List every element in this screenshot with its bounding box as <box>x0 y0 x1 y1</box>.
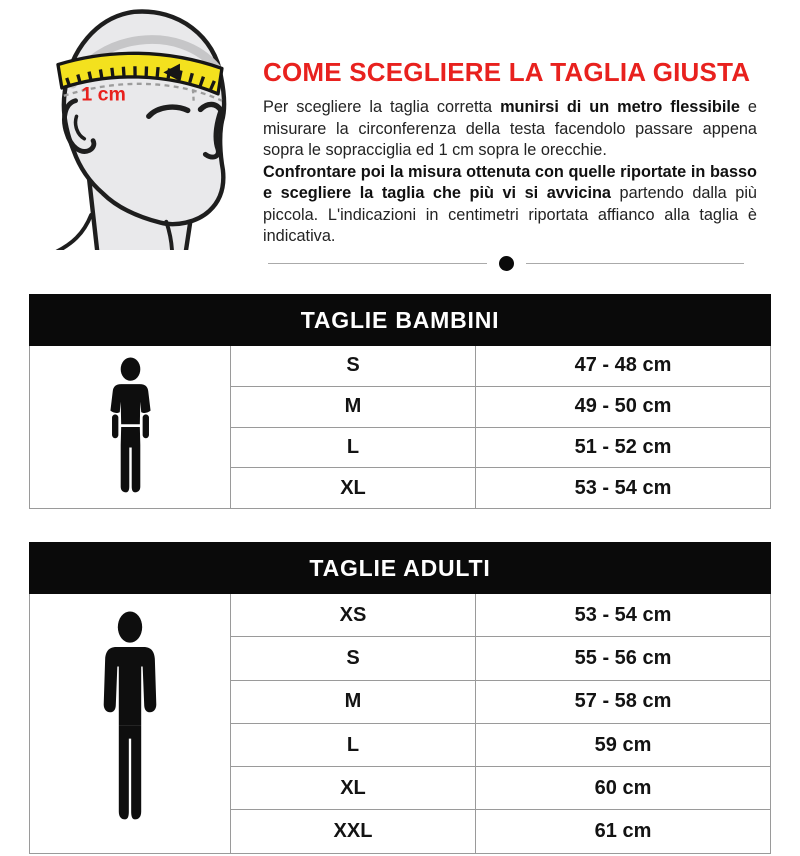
size-label: L <box>231 723 476 766</box>
children-sizes-table <box>29 294 771 509</box>
intro-p1-text2: e misurare la circonferenza della testa facendolo passare appena sopra le sopracciglia ed 1 cm sopra le orecchie. <box>263 98 757 160</box>
intro-section <box>0 0 800 250</box>
size-range: 57 - 58 cm <box>476 680 771 723</box>
size-range: 55 - 56 cm <box>476 637 771 680</box>
size-label: XL <box>231 468 476 509</box>
size-label: M <box>231 680 476 723</box>
table-row <box>30 346 771 387</box>
children-table-title: TAGLIE BAMBINI <box>30 295 771 346</box>
child-silhouette-icon <box>30 346 231 509</box>
size-range: 59 cm <box>476 723 771 766</box>
size-range: 49 - 50 cm <box>476 386 771 427</box>
size-range: 53 - 54 cm <box>476 594 771 637</box>
intro-p1-text: Per scegliere la taglia corretta <box>263 98 501 117</box>
head-measuring-tape-illustration <box>18 6 258 250</box>
size-range: 60 cm <box>476 767 771 810</box>
adults-sizes-table <box>29 542 771 854</box>
divider-dot <box>499 256 514 271</box>
intro-paragraph-1 <box>263 97 757 162</box>
size-range: 53 - 54 cm <box>476 468 771 509</box>
size-label: XS <box>231 594 476 637</box>
size-label: S <box>231 637 476 680</box>
intro-p1-bold: munirsi di un metro flessibile <box>500 98 740 117</box>
intro-p2-bold: Confrontare poi la misura ottenuta con quelle riportate in basso e scegliere la taglia che più vi si avvicina <box>263 162 757 203</box>
page-title: COME SCEGLIERE LA TAGLIA GIUSTA <box>263 57 751 87</box>
tape-measure-label: 1 cm <box>81 83 126 106</box>
divider-line-left <box>268 263 487 264</box>
adults-table-title: TAGLIE ADULTI <box>30 543 771 594</box>
size-label: L <box>231 427 476 468</box>
divider-line-right <box>526 263 745 264</box>
size-range: 47 - 48 cm <box>476 346 771 387</box>
head-illustration-svg <box>18 6 258 250</box>
intro-text-block <box>258 6 757 250</box>
section-divider <box>268 255 744 271</box>
size-range: 61 cm <box>476 810 771 853</box>
size-label: S <box>231 346 476 387</box>
adult-silhouette-icon <box>30 594 231 854</box>
intro-p2-text: partendo dalla più piccola. L'indicazioni in centimetri riportata affianco alla taglia è indicativa. <box>263 184 757 246</box>
size-label: XL <box>231 767 476 810</box>
size-range: 51 - 52 cm <box>476 427 771 468</box>
table-row <box>30 594 771 637</box>
size-label: XXL <box>231 810 476 853</box>
intro-paragraph-2 <box>263 162 757 248</box>
size-label: M <box>231 386 476 427</box>
shoulder-line <box>56 215 91 250</box>
